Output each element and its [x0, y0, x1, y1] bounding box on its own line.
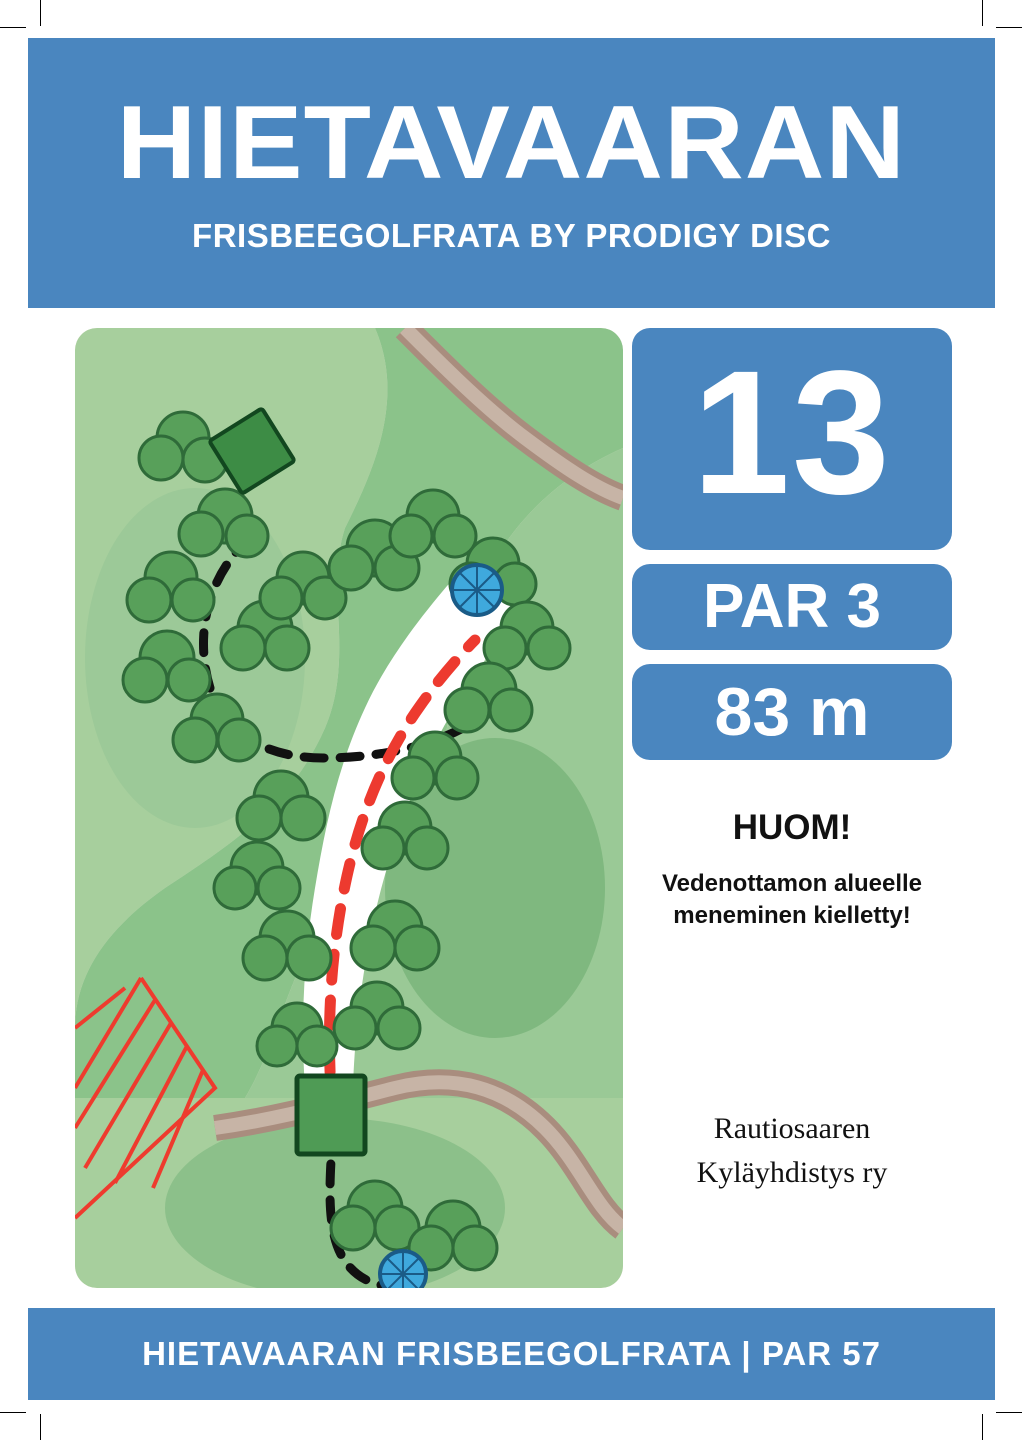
hole-length-badge: 83 m	[632, 664, 952, 760]
crop-mark-top-left-h	[0, 27, 26, 28]
header-band	[28, 38, 995, 308]
crop-mark-bottom-left-h	[0, 1412, 26, 1413]
footer-band	[28, 1308, 995, 1400]
notice-title: HUOM!	[732, 808, 852, 847]
page-subtitle: FRISBEEGOLFRATA BY PRODIGY DISC	[192, 217, 831, 254]
basket-lower	[380, 1251, 426, 1288]
crop-mark-bottom-right-h	[996, 1412, 1022, 1413]
crop-mark-top-right-h	[996, 27, 1022, 28]
footer-text: HIETAVAARAN FRISBEEGOLFRATA | PAR 57	[142, 1335, 881, 1372]
credit-line-2: Kyläyhdistys ry	[696, 1155, 888, 1189]
credit-block	[632, 1107, 952, 1194]
notice-text: Vedenottamon alueelle meneminen kielletty!	[661, 870, 923, 929]
hole-sign-poster	[28, 10, 995, 1430]
credit-line-1: Rautiosaaren	[713, 1112, 871, 1146]
notice-block	[632, 808, 952, 931]
hole-number-badge: 13	[632, 328, 952, 550]
page-title: HIETAVAARAN	[116, 85, 907, 201]
basket-upper	[452, 565, 502, 615]
tee-pad-lower	[297, 1076, 365, 1154]
hole-par-badge: PAR 3	[632, 564, 952, 650]
hole-map	[75, 328, 623, 1288]
hole-info-column	[632, 328, 952, 1194]
